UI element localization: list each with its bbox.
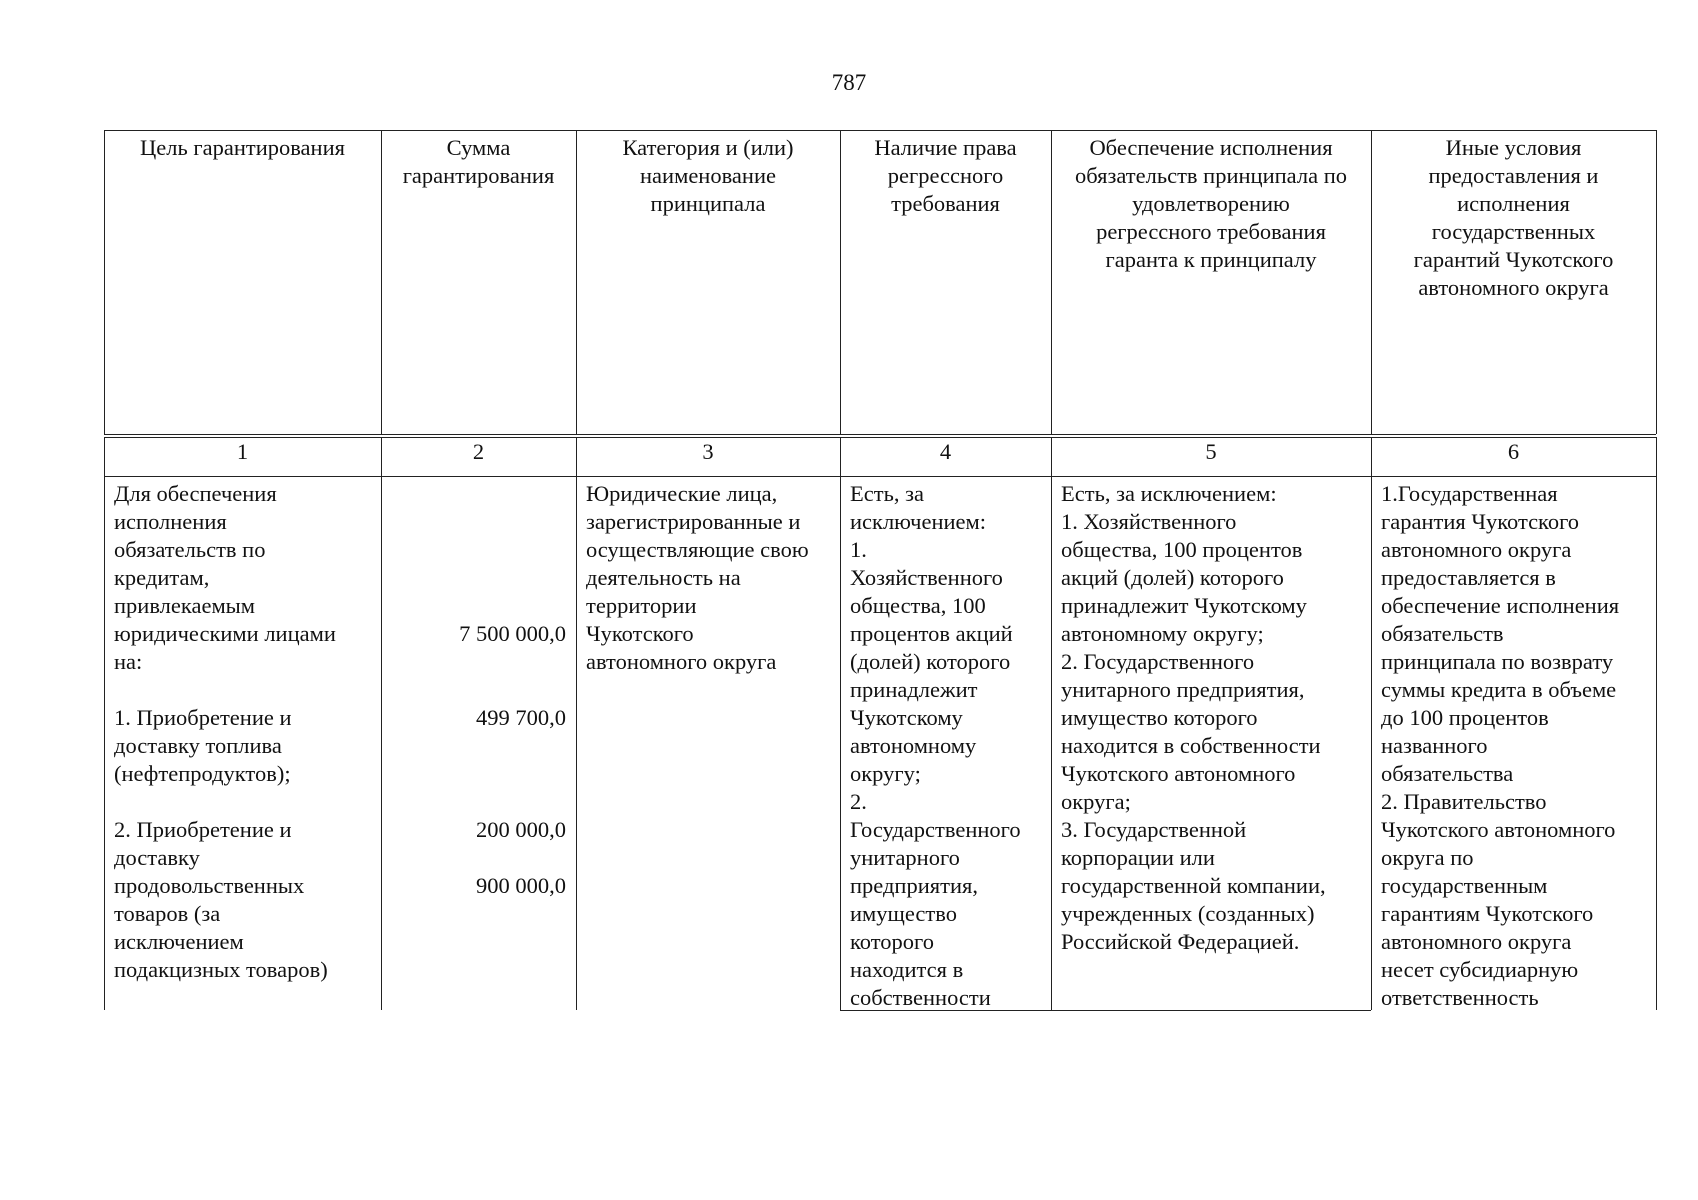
- cell-line: государственной компании,: [1061, 873, 1326, 898]
- cell-line: имущество которого: [1061, 705, 1258, 730]
- cell-line: 1. Хозяйственного: [1061, 509, 1237, 534]
- cell-line: Чукотскому: [850, 705, 963, 730]
- cell-line: учрежденных (созданных): [1061, 901, 1315, 926]
- header-column-border: [1051, 130, 1052, 434]
- header-line: Категория и (или): [622, 135, 794, 160]
- header-line: Обеспечение исполнения: [1089, 135, 1333, 160]
- cell-line: автономному: [850, 733, 977, 758]
- cell-line: округа по: [1381, 845, 1474, 870]
- number-row-top-border: [104, 437, 1656, 438]
- cell-line: общества, 100: [850, 593, 986, 618]
- body-column-border: [576, 437, 577, 1010]
- header-line: принципала: [650, 191, 766, 216]
- cell-line: 2. Государственного: [1061, 649, 1255, 674]
- cell-line: Юридические лица,: [586, 481, 778, 506]
- cell-line: названного: [1381, 733, 1488, 758]
- cell-line: 1. Приобретение и: [114, 705, 292, 730]
- cell-line: [114, 788, 381, 816]
- cell-line: Для обеспечения: [114, 481, 277, 506]
- cell-line: принадлежит Чукотскому: [1061, 593, 1307, 618]
- header-line: автономного округа: [1418, 275, 1609, 300]
- regress-security-cell: [1051, 476, 1371, 1010]
- header-line: требования: [891, 191, 1000, 216]
- header-line: государственных: [1431, 219, 1596, 244]
- cell-line: автономного округа: [586, 649, 777, 674]
- column-number-4: 4: [939, 439, 952, 464]
- column-number-1: 1: [236, 439, 249, 464]
- header-line: удовлетворению: [1132, 191, 1290, 216]
- header-line: гарантирования: [402, 163, 555, 188]
- amount-value: 499 700,0: [476, 705, 566, 730]
- cell-line: находится в собственности: [1061, 733, 1321, 758]
- cell-line: территории: [586, 593, 697, 618]
- cell-line: исключением: [114, 929, 244, 954]
- body-column-border: [1656, 437, 1657, 1010]
- header-line: регрессного: [887, 163, 1004, 188]
- header-bottom-border: [104, 434, 1656, 435]
- cell-line: кредитам,: [114, 565, 210, 590]
- header-line: предоставления и: [1428, 163, 1599, 188]
- other-conditions-cell: [1371, 476, 1656, 1010]
- cell-line: исполнения: [114, 509, 227, 534]
- body-column-border: [1371, 437, 1372, 1010]
- cell-line: 2.: [850, 789, 867, 814]
- amount-cell: [381, 476, 576, 1010]
- header-column-border: [840, 130, 841, 434]
- cell-line: Чукотского: [586, 621, 694, 646]
- cell-line: на:: [114, 649, 143, 674]
- principal-category-cell: [576, 476, 840, 1010]
- table-top-border: [104, 130, 1656, 131]
- column-header-6: [1371, 130, 1656, 434]
- header-column-border: [1656, 130, 1657, 434]
- cell-line: общества, 100 процентов: [1061, 537, 1303, 562]
- cell-line: 2. Правительство: [1381, 789, 1547, 814]
- cell-line: [114, 676, 381, 704]
- cell-line: юридическими лицами: [114, 621, 336, 646]
- cell-line: находится в: [850, 957, 964, 982]
- header-line: Наличие права: [874, 135, 1017, 160]
- cell-line: доставку топлива: [114, 733, 282, 758]
- cell-line: доставку: [114, 845, 200, 870]
- cell-line: обеспечение исполнения: [1381, 593, 1620, 618]
- header-line: исполнения: [1457, 191, 1570, 216]
- cell-line: обязательств по: [114, 537, 266, 562]
- cell-line: подакцизных товаров): [114, 957, 328, 982]
- cell-line: Чукотского автономного: [1381, 817, 1616, 842]
- column-number-2: 2: [472, 439, 485, 464]
- cell-line: унитарного: [850, 845, 960, 870]
- cell-line: товаров (за: [114, 901, 221, 926]
- cell-line: округа;: [1061, 789, 1131, 814]
- body-column-border: [381, 437, 382, 1010]
- cell-line: округу;: [850, 761, 921, 786]
- cell-line: исключением:: [850, 509, 986, 534]
- partial-bottom-border: [840, 1010, 1371, 1011]
- cell-line: государственным: [1381, 873, 1548, 898]
- cell-line: зарегистрированные и: [586, 509, 801, 534]
- cell-line: продовольственных: [114, 873, 305, 898]
- column-number-5: 5: [1205, 439, 1217, 464]
- cell-line: Российской Федерацией.: [1061, 929, 1300, 954]
- cell-line: Государственного: [850, 817, 1021, 842]
- header-line: обязательств принципала по: [1075, 163, 1347, 188]
- header-line: регрессного требования: [1096, 219, 1326, 244]
- column-number-6: 6: [1507, 439, 1520, 464]
- cell-line: Есть, за исключением:: [1061, 481, 1277, 506]
- cell-line: унитарного предприятия,: [1061, 677, 1305, 702]
- column-header-4: [840, 130, 1051, 434]
- cell-line: автономного округа: [1381, 537, 1572, 562]
- cell-line: корпорации или: [1061, 845, 1215, 870]
- header-column-border: [1371, 130, 1372, 434]
- body-column-border: [104, 437, 105, 1010]
- cell-line: Хозяйственного: [850, 565, 1003, 590]
- cell-line: обязательства: [1381, 761, 1514, 786]
- header-line: Сумма: [446, 135, 511, 160]
- body-column-border: [1051, 437, 1052, 1010]
- amount-value: 7 500 000,0: [459, 621, 566, 646]
- cell-line: автономного округа: [1381, 929, 1572, 954]
- cell-line: 3. Государственной: [1061, 817, 1247, 842]
- cell-line: несет субсидиарную: [1381, 957, 1579, 982]
- cell-line: гарантия Чукотского: [1381, 509, 1580, 534]
- header-column-border: [104, 130, 105, 434]
- purpose-cell: [104, 476, 381, 1010]
- number-row-bottom-border: [104, 476, 1656, 477]
- cell-line: ответственность: [1381, 985, 1539, 1010]
- cell-line: Есть, за: [850, 481, 924, 506]
- cell-line: автономному округу;: [1061, 621, 1264, 646]
- cell-line: до 100 процентов: [1381, 705, 1549, 730]
- regress-right-cell: [840, 476, 1051, 1010]
- cell-line: деятельность на: [586, 565, 741, 590]
- header-column-border: [381, 130, 382, 434]
- column-header-5: [1051, 130, 1371, 434]
- header-column-border: [576, 130, 577, 434]
- cell-line: Чукотского автономного: [1061, 761, 1296, 786]
- column-header-1: [104, 130, 381, 434]
- body-column-border: [840, 437, 841, 1010]
- cell-line: 1.Государственная: [1381, 481, 1558, 506]
- cell-line: имущество: [850, 901, 957, 926]
- cell-line: суммы кредита в объеме: [1381, 677, 1617, 702]
- column-header-2: [381, 130, 576, 434]
- cell-line: (долей) которого: [850, 649, 1011, 674]
- page-number: 787: [831, 70, 867, 95]
- cell-line: принципала по возврату: [1381, 649, 1614, 674]
- header-line: Иные условия: [1445, 135, 1582, 160]
- header-line: наименование: [640, 163, 776, 188]
- cell-line: гарантиям Чукотского: [1381, 901, 1594, 926]
- header-line: гаранта к принципалу: [1105, 247, 1317, 272]
- cell-line: акций (долей) которого: [1061, 565, 1284, 590]
- header-line: Цель гарантирования: [140, 135, 345, 160]
- cell-line: обязательств: [1381, 621, 1504, 646]
- amount-value: 900 000,0: [476, 873, 566, 898]
- cell-line: процентов акций: [850, 621, 1013, 646]
- cell-line: принадлежит: [850, 677, 978, 702]
- cell-line: (нефтепродуктов);: [114, 761, 291, 786]
- cell-line: предоставляется в: [1381, 565, 1556, 590]
- column-header-3: [576, 130, 840, 434]
- cell-line: осуществляющие свою: [586, 537, 809, 562]
- amount-value: 200 000,0: [476, 817, 566, 842]
- cell-line: которого: [850, 929, 934, 954]
- cell-line: 1.: [850, 537, 867, 562]
- cell-line: 2. Приобретение и: [114, 817, 292, 842]
- column-number-3: 3: [702, 439, 714, 464]
- header-line: гарантий Чукотского: [1413, 247, 1614, 272]
- cell-line: предприятия,: [850, 873, 978, 898]
- cell-line: собственности: [850, 985, 991, 1010]
- cell-line: привлекаемым: [114, 593, 256, 618]
